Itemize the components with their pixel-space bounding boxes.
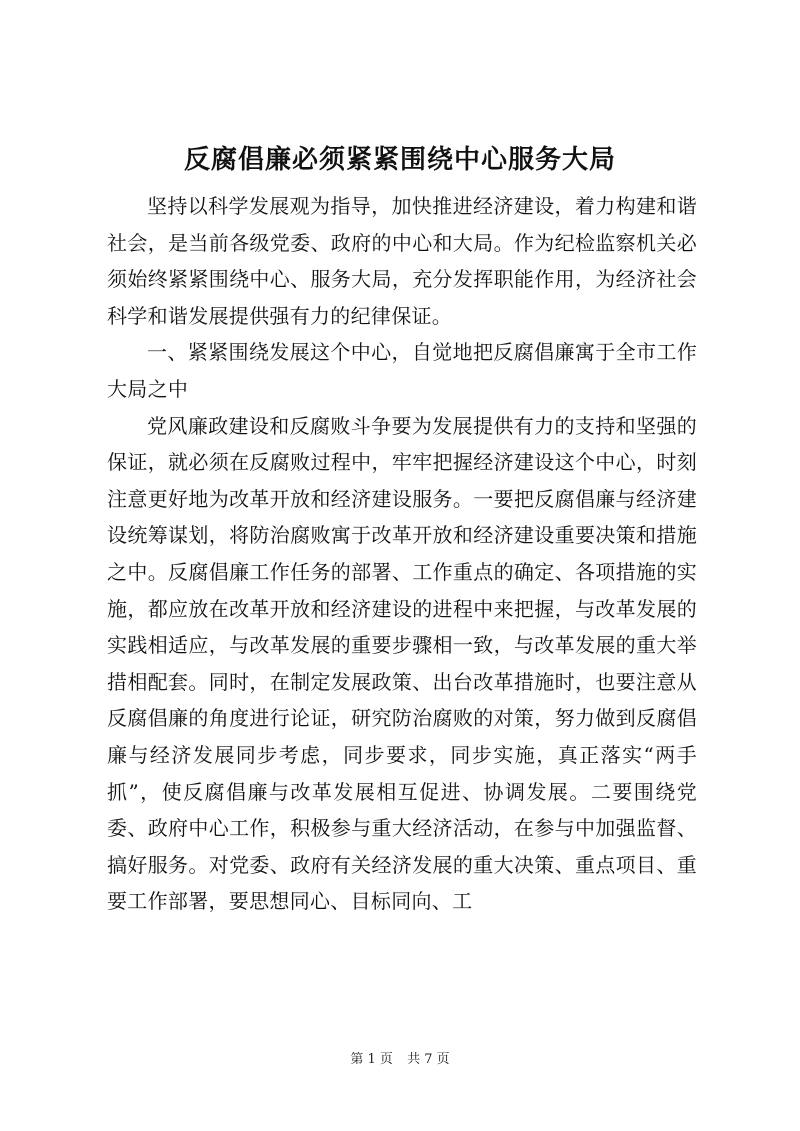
page-footer: [0, 1050, 800, 1070]
paragraph-section-1: 党风廉政建设和反腐败斗争要为发展提供有力的支持和坚强的保证，就必须在反腐败过程中，牢牢把握经济建设这个中心，时刻注意更好地为改革开放和经济建设服务。一要把反腐倡廉与经济建设统筹谋划，将防治腐败寓于改革开放和经济建设重要决策和措施之中。反腐倡廉工作任务的部署、工作重点的确定、各项措施的实施，都应放在改革开放和经济建设的进程中来把握，与改革发展的实践相适应，与改革发展的重要步骤相一致，与改革发展的重大举措相配套。同时，在制定发展政策、出台改革措施时，也要注意从反腐倡廉的角度进行论证，研究防治腐败的对策，努力做到反腐倡廉与经济发展同步考虑，同步要求，同步实施，真正落实“两手抓”，使反腐倡廉与改革发展相互促进、协调发展。二要围绕党委、政府中心工作，积极参与重大经济活动，在参与中加强监督、搞好服务。对党委、政府有关经济发展的重大决策、重点项目、重要工作部署，要思想同心、目标同向、工: [107, 413, 697, 914]
paragraph-intro: 坚持以科学发展观为指导，加快推进经济建设，着力构建和谐社会，是当前各级党委、政府的中心和大局。作为纪检监察机关必须始终紧紧围绕中心、服务大局，充分发挥职能作用，为经济社会科学和谐发展提供强有力的纪律保证。: [107, 194, 697, 328]
page-number: 第 1 页: [350, 1052, 393, 1067]
document-body: [107, 188, 697, 920]
section-heading-1: 一、紧紧围绕发展这个中心，自觉地把反腐倡廉寓于全市工作大局之中: [107, 340, 697, 401]
document-title: 反腐倡廉必须紧紧围绕中心服务大局: [183, 145, 616, 175]
total-pages: 共 7 页: [407, 1052, 450, 1067]
